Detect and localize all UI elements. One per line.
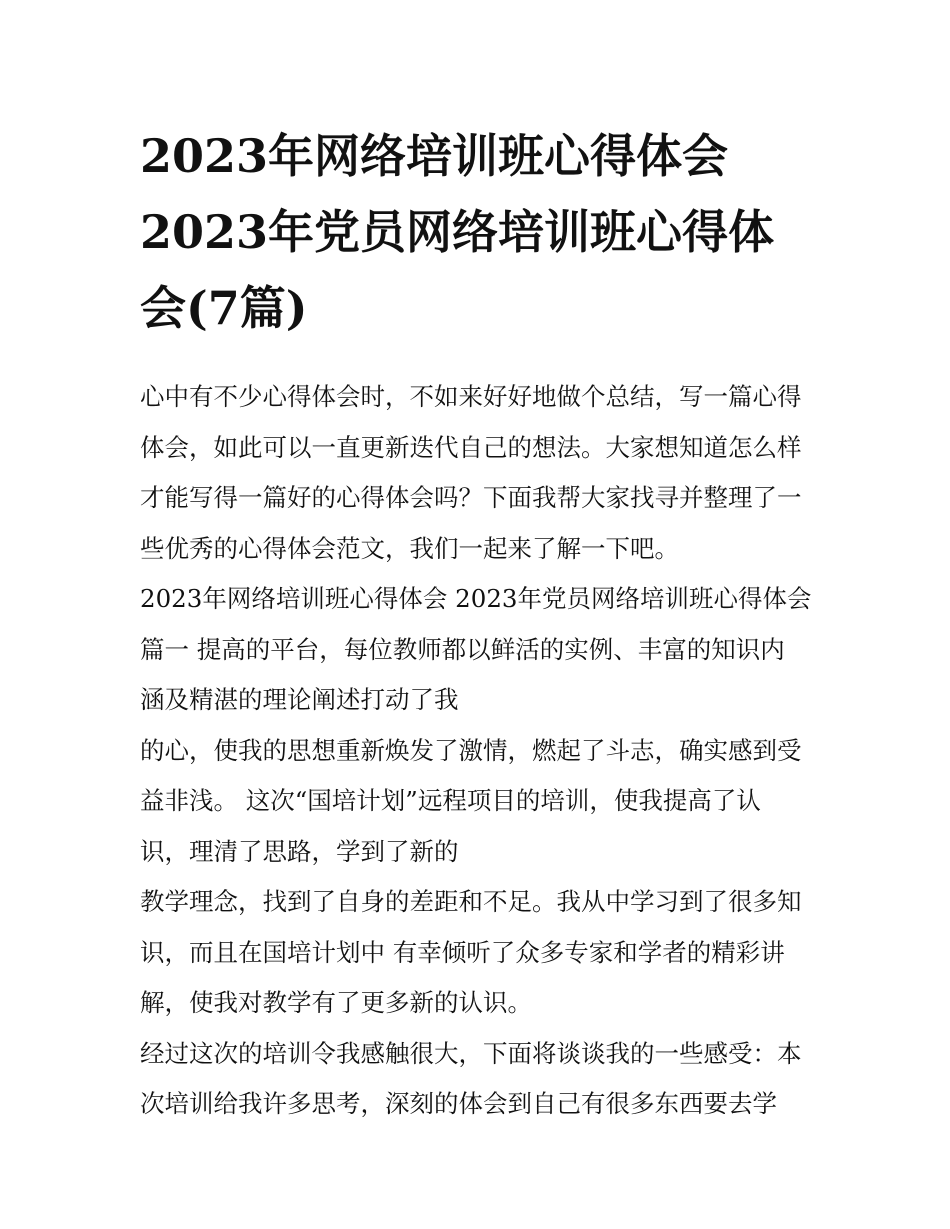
document-page (140, 118, 820, 1130)
document-body (140, 372, 820, 1130)
paragraph-training-benefit (140, 726, 820, 878)
title-line: 会(7篇) (140, 281, 308, 335)
text-line: 益非浅。 这次“国培计划”远程项目的培训，使我提高了认 (140, 786, 761, 815)
text-line: 心中有不少心得体会时，不如来好好地做个总结，写一篇心得 (140, 382, 802, 411)
paragraph-intro (140, 372, 820, 574)
text-line: 篇一 提高的平台，每位教师都以鲜活的实例、丰富的知识内 (140, 634, 785, 664)
text-line: 体会，如此可以一直更新迭代自己的想法。大家想知道怎么样 (140, 432, 802, 462)
text-line: 识，而且在国培计划中 有幸倾听了众多专家和学者的精彩讲 (140, 937, 785, 967)
paragraph-reflection (140, 1029, 820, 1130)
paragraph-heading-intro (140, 574, 820, 726)
text-line: 涵及精湛的理论阐述打动了我 (140, 685, 459, 714)
paragraph-teaching-concept (140, 877, 820, 1029)
title-line: 2023年网络培训班心得体会 (140, 129, 729, 183)
text-line: 教学理念，找到了自身的差距和不足。我从中学习到了很多知 (140, 887, 802, 916)
text-line: 次培训给我许多思考，深刻的体会到自己有很多东西要去学 (140, 1089, 777, 1118)
text-line: 解，使我对教学有了更多新的认识。 (140, 988, 532, 1017)
text-line: 些优秀的心得体会范文，我们一起来了解一下吧。 (140, 533, 679, 563)
text-line: 经过这次的培训令我感触很大，下面将谈谈我的一些感受：本 (140, 1038, 802, 1068)
text-line: 的心，使我的思想重新焕发了激情，燃起了斗志，确实感到受 (140, 735, 802, 765)
text-line: 2023年网络培训班心得体会 2023年党员网络培训班心得体会 (140, 584, 812, 613)
title-line: 2023年党员网络培训班心得体 (140, 205, 775, 259)
document-title (140, 118, 820, 346)
text-line: 才能写得一篇好的心得体会吗？下面我帮大家找寻并整理了一 (140, 483, 802, 512)
text-line: 识，理清了思路，学到了新的 (140, 836, 459, 866)
